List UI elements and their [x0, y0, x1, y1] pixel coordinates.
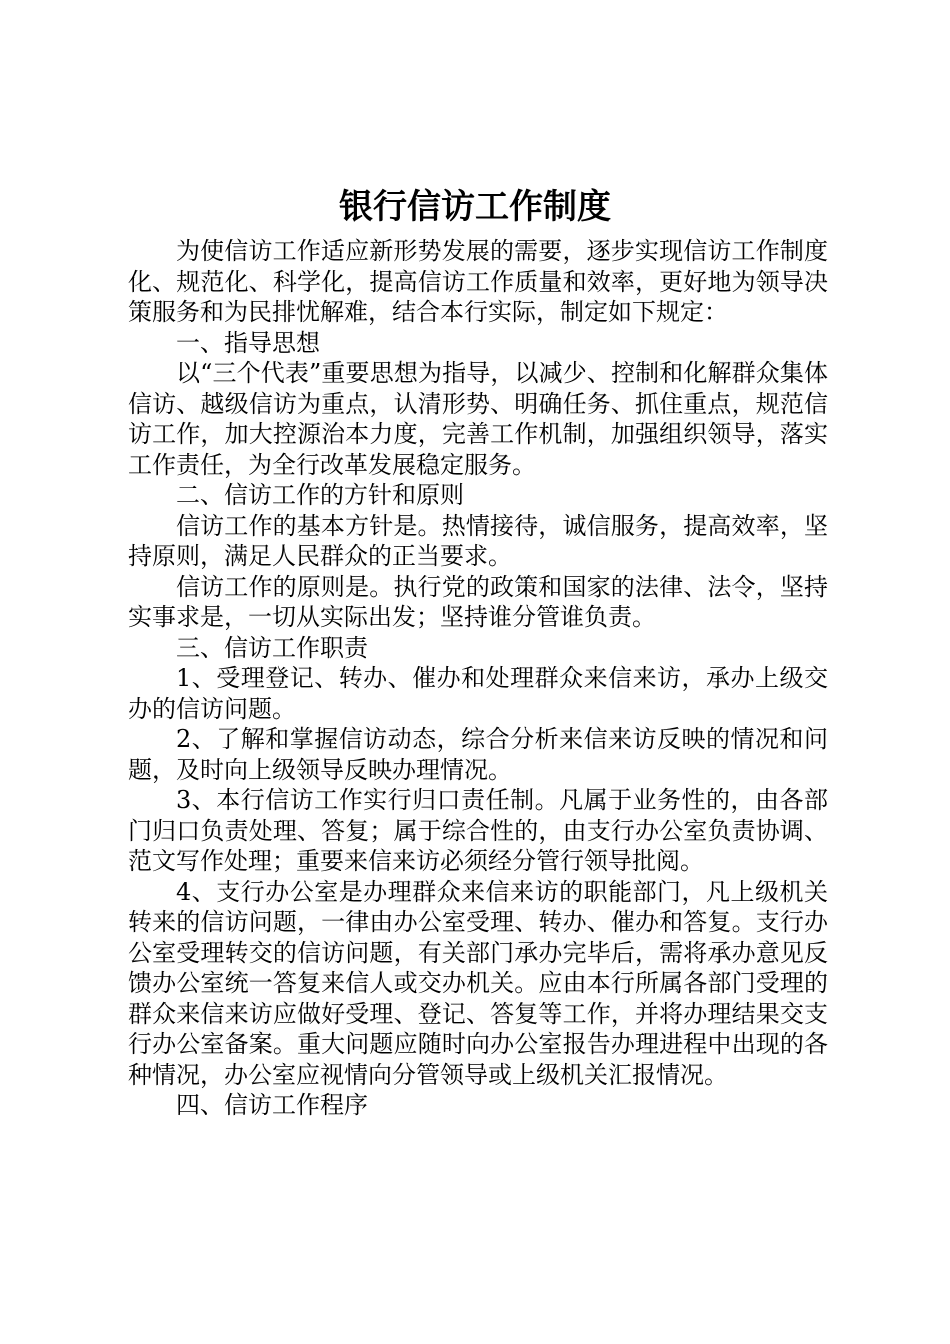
section-heading-guiding-thought: 一、指导思想	[176, 328, 320, 357]
paragraph-principles: 信访工作的原则是。执行党的政策和国家的法律、法令，坚持实事求是，一切从实际出发；坚持谁分管谁负责。	[128, 572, 828, 631]
section-heading-duties: 三、信访工作职责	[176, 633, 368, 662]
paragraph-intro: 为使信访工作适应新形势发展的需要，逐步实现信访工作制度化、规范化、科学化，提高信访工作质量和效率，更好地为领导决策服务和为民排忧解难，结合本行实际，制定如下规定：	[128, 237, 828, 326]
section-heading-procedures: 四、信访工作程序	[176, 1091, 368, 1119]
paragraph-duty-4: 4、支行办公室是办理群众来信来访的职能部门，凡上级机关转来的信访问题，一律由办公室受理、转办、催办和答复。支行办公室受理转交的信访问题，有关部门承办完毕后，需将承办意见反馈办公室统一答复来信人或交办机关。应由本行所属各部门受理的群众来信来访应做好受理、登记、答复等工作，并将办理结果交支行办公室备案。重大问题应随时向办公室报告办理进程中出现的各种情况，办公室应视情向分管领导或上级机关汇报情况。	[128, 877, 828, 1089]
section-heading-policy-principles: 二、信访工作的方针和原则	[176, 481, 464, 509]
paragraph-basic-policy: 信访工作的基本方针是。热情接待，诚信服务，提高效率，坚持原则，满足人民群众的正当要求。	[128, 511, 828, 570]
paragraph-duty-2: 2、了解和掌握信访动态，综合分析来信来访反映的情况和问题，及时向上级领导反映办理情况。	[128, 725, 828, 784]
paragraph-guiding-thought: 以“三个代表”重要思想为指导，以减少、控制和化解群众集体信访、越级信访为重点，认清形势、明确任务、抓住重点，规范信访工作，加大控源治本力度，完善工作机制，加强组织领导，落实工作责任，为全行改革发展稳定服务。	[128, 359, 828, 479]
document-body	[128, 236, 828, 1121]
paragraph-duty-1: 1、受理登记、转办、催办和处理群众来信来访，承办上级交办的信访问题。	[128, 664, 828, 723]
document-title: 银行信访工作制度	[339, 187, 611, 227]
paragraph-duty-3: 3、本行信访工作实行归口责任制。凡属于业务性的，由各部门归口负责处理、答复；属于综合性的，由支行办公室负责协调、范文写作处理；重要来信来访必须经分管行领导批阅。	[128, 786, 828, 875]
